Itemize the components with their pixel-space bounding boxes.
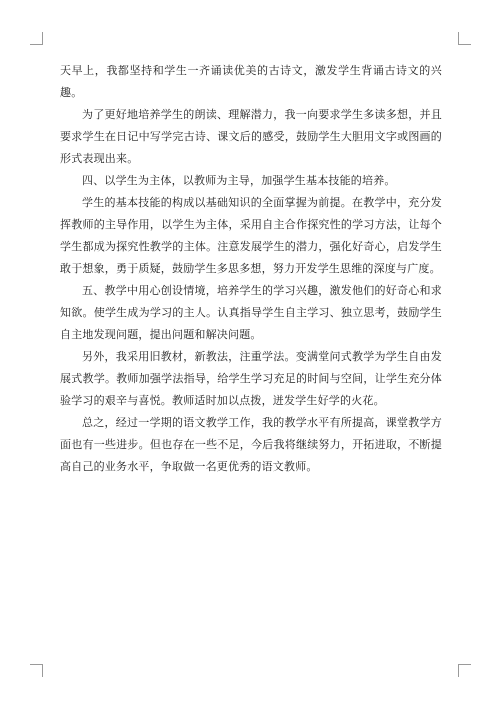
paragraph-conclusion: 总之，经过一学期的语文教学工作，我的教学水平有所提高，课堂教学方面也有一些进步。但也存在一些不足，今后我将继续努力，开拓进取，不断提高自己的业务水平，争取做一名更优秀的语文教师。: [60, 416, 442, 473]
crop-mark-bottom-right: [458, 664, 471, 677]
crop-mark-top-right: [458, 32, 471, 45]
paragraph-reading: 为了更好地培养学生的朗读、理解潜力，我一向要求学生多读多想，并且要求学生在日记中写学完古诗、课文后的感受，鼓励学生大胆用文字或图画的形式表现出来。: [60, 108, 442, 165]
document-body: [60, 60, 442, 478]
crop-mark-top-left: [30, 32, 43, 45]
paragraph-basic-skills: 学生的基本技能的构成以基础知识的全面掌握为前提。在教学中，充分发挥教师的主导作用，以学生为主体，采用自主合作探究性的学习方法，让每个学生都成为探究性教学的主体。注意发展学生的潜力，强化好奇心，启发学生敢于想象，勇于质疑，鼓励学生多思多想，努力开发学生思维的深度与广度。: [60, 196, 442, 275]
crop-mark-bottom-left: [30, 664, 43, 677]
section-heading-five: 五、教学中用心创设情境，培养学生的学习兴趣，激发他们的好奇心和求知欲。使学生成为学习的主人。认真指导学生自主学习、独立思考，鼓励学生自主地发现问题，提出问题和解决问题。: [60, 284, 442, 341]
paragraph-teaching-method: 另外，我采用旧教材，新教法，注重学法。变满堂问式教学为学生自由发展式教学。教师加强学法指导，给学生学习充足的时间与空间，让学生充分体验学习的艰辛与喜悦。教师适时加以点拨，迸发学生好学的火花。: [60, 350, 442, 407]
section-heading-four: 四、以学生为主体，以教师为主导，加强学生基本技能的培养。: [82, 174, 396, 187]
paragraph-continued: 天早上，我都坚持和学生一齐诵读优美的古诗文，激发学生背诵古诗文的兴趣。: [60, 64, 442, 99]
